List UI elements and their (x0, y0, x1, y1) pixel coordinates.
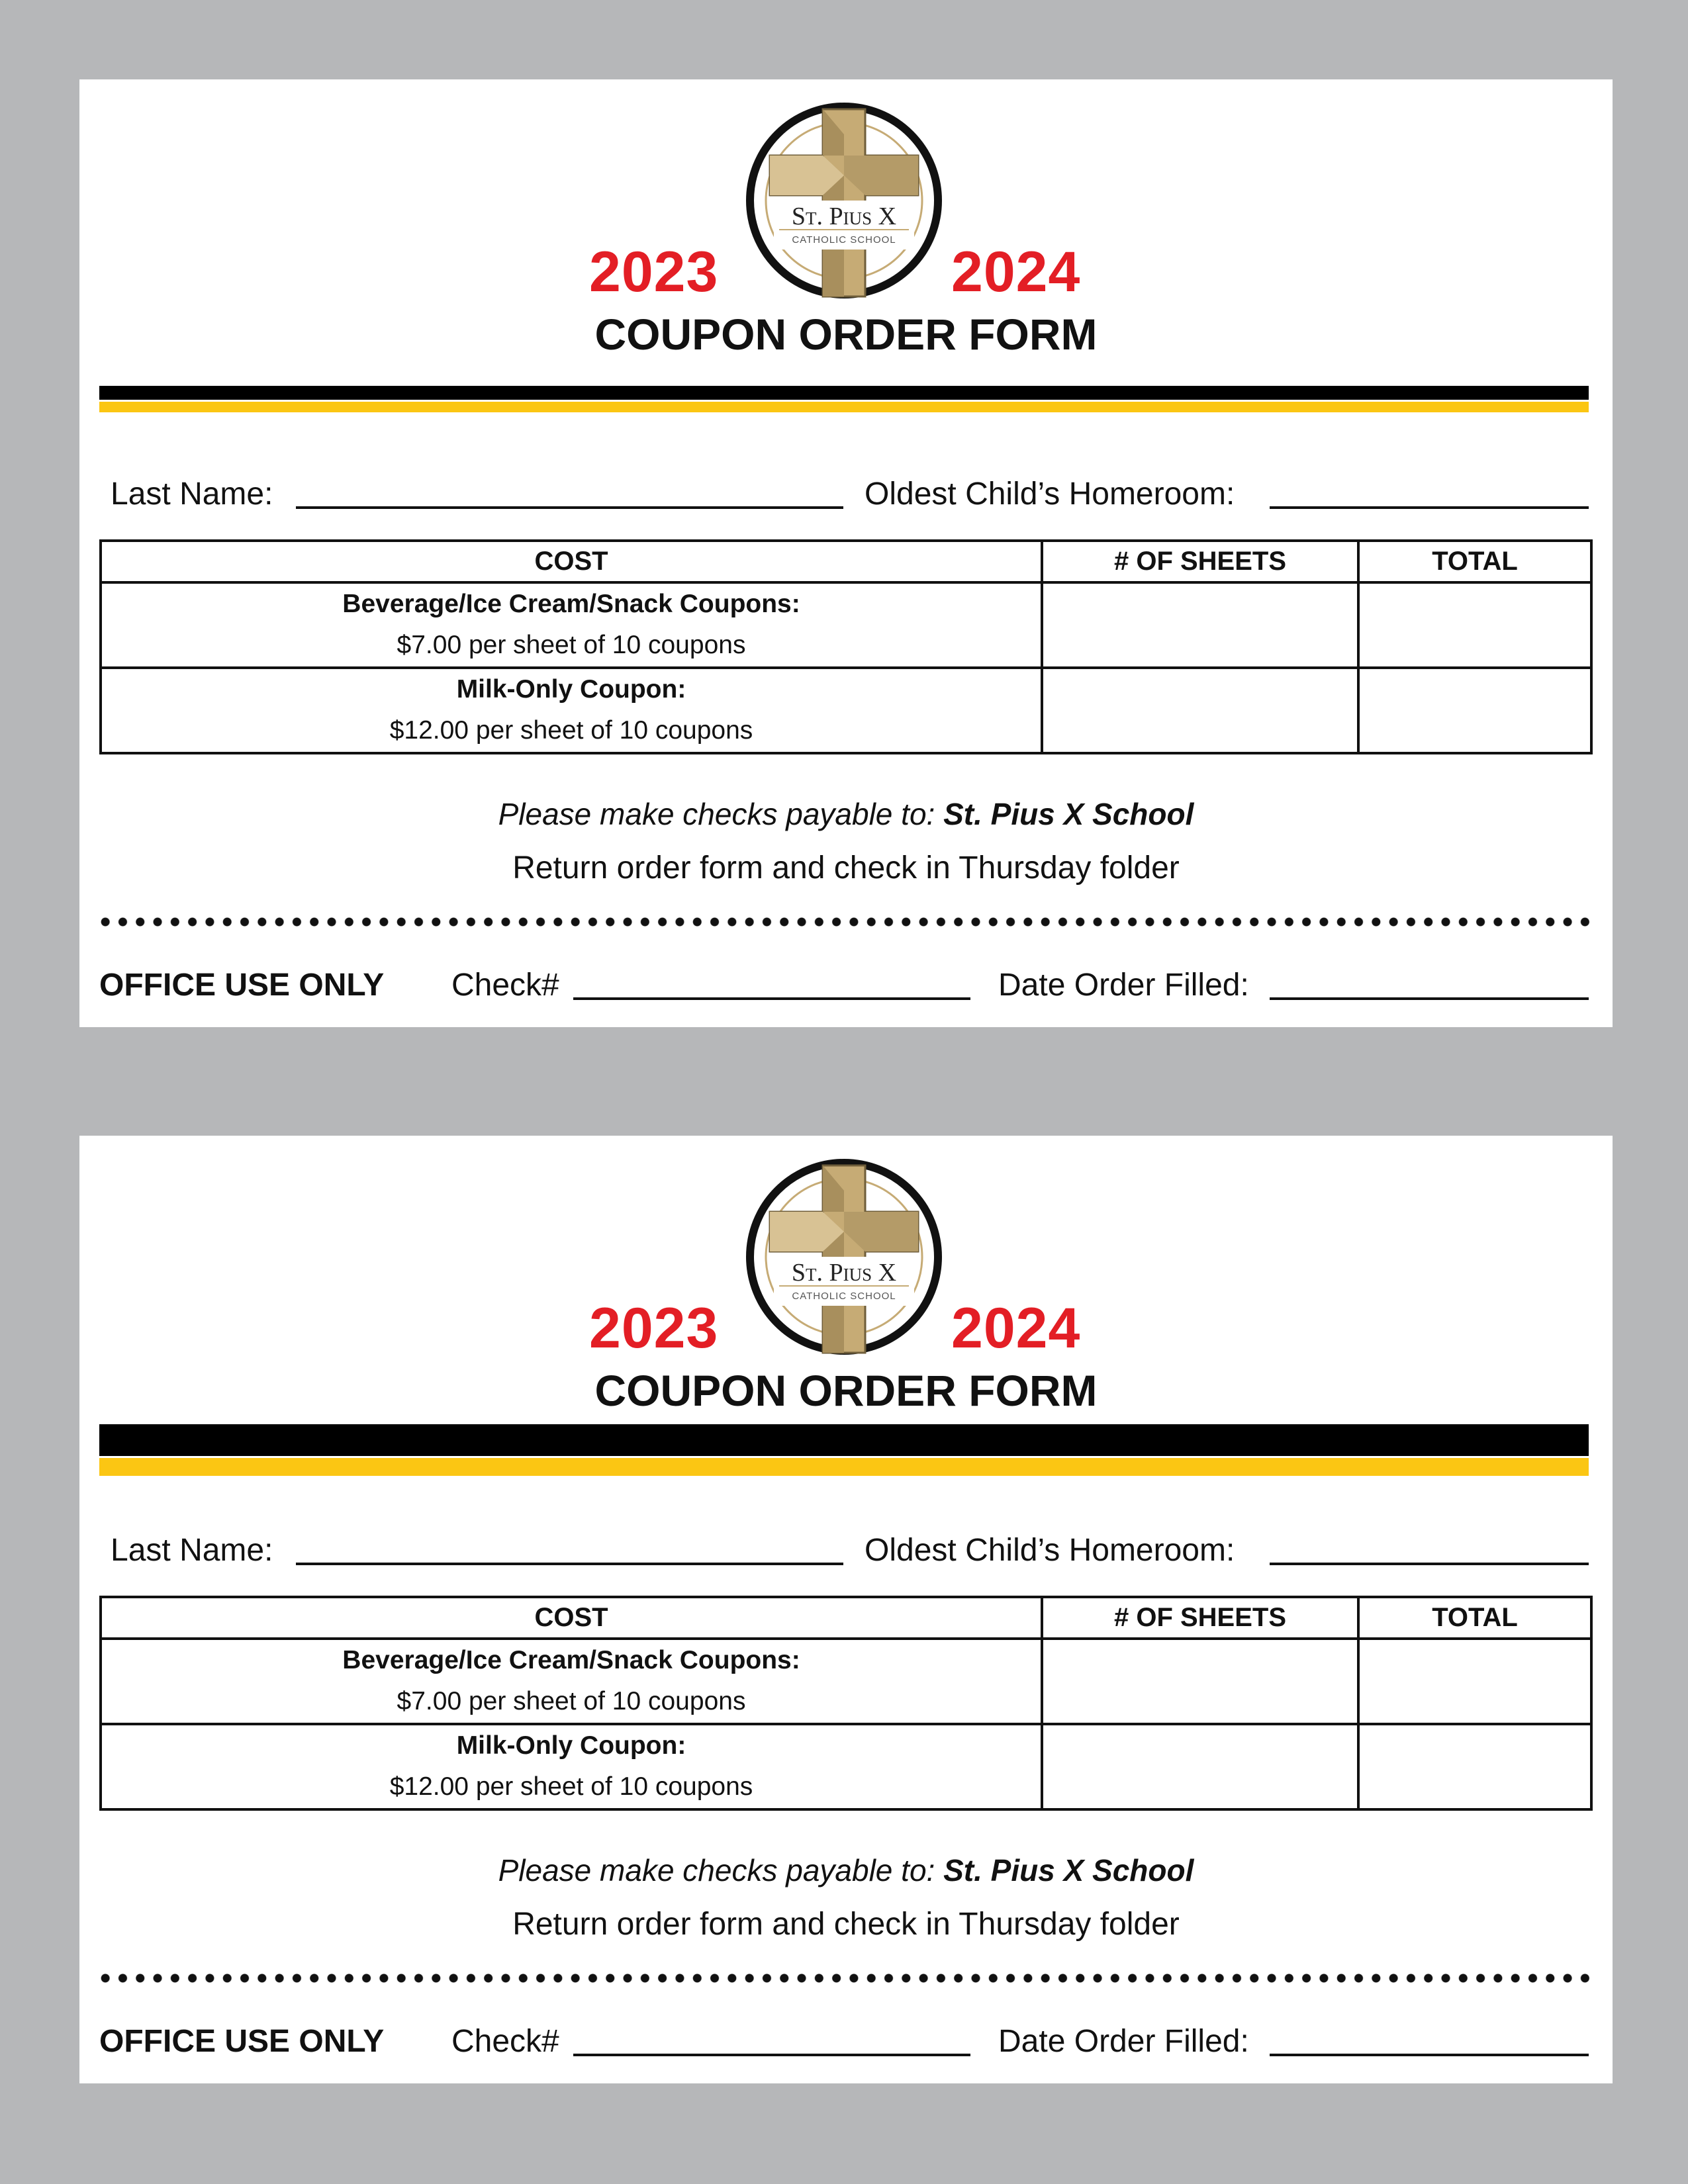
table-row (101, 1724, 1591, 1809)
order-form-1 (79, 79, 1613, 1027)
cost-cell (101, 1724, 1042, 1809)
logo-school-name: St. Pius X (791, 1259, 897, 1287)
item-price: $7.00 per sheet of 10 coupons (397, 1687, 746, 1716)
sheets-header: # OF SHEETS (1042, 541, 1358, 582)
item-name: Beverage/Ice Cream/Snack Coupons: (342, 589, 800, 618)
item-price: $12.00 per sheet of 10 coupons (389, 1772, 753, 1801)
date-filled-label: Date Order Filled: (998, 2024, 1249, 2059)
item-name: Beverage/Ice Cream/Snack Coupons: (342, 1645, 800, 1674)
return-note: Return order form and check in Thursday folder (512, 1907, 1180, 1942)
sheets-cell[interactable] (1042, 582, 1358, 668)
logo-subtitle: CATHOLIC SCHOOL (792, 234, 896, 246)
check-number-field[interactable] (573, 2054, 970, 2056)
cost-cell (101, 582, 1042, 668)
item-price: $12.00 per sheet of 10 coupons (389, 716, 753, 745)
divider-black-stripe (99, 1424, 1589, 1456)
logo-subtitle: CATHOLIC SCHOOL (792, 1291, 896, 1302)
office-use-label: OFFICE USE ONLY (99, 2024, 385, 2059)
date-filled-field[interactable] (1270, 2054, 1589, 2056)
cost-header: COST (101, 541, 1042, 582)
form-title: COUPON ORDER FORM (594, 1366, 1098, 1415)
table-row (101, 582, 1591, 668)
return-note: Return order form and check in Thursday folder (512, 850, 1180, 886)
office-use-label: OFFICE USE ONLY (99, 968, 385, 1003)
date-filled-field[interactable] (1270, 997, 1589, 1000)
payable-name: St. Pius X School (943, 797, 1194, 831)
total-cell[interactable] (1358, 1724, 1591, 1809)
check-label: Check# (451, 2024, 559, 2059)
total-cell[interactable] (1358, 668, 1591, 753)
homeroom-label: Oldest Child’s Homeroom: (865, 477, 1235, 512)
total-cell[interactable] (1358, 1639, 1591, 1724)
form-title: COUPON ORDER FORM (594, 310, 1098, 359)
dotted-divider (97, 1973, 1594, 1983)
payable-name: St. Pius X School (943, 1853, 1194, 1888)
year-end: 2024 (951, 1297, 1081, 1360)
payable-prefix: Please make checks payable to: (498, 797, 935, 831)
table-header-row (101, 1597, 1591, 1639)
payable-note (79, 1855, 1613, 1886)
homeroom-field[interactable] (1270, 506, 1589, 509)
cost-table (99, 539, 1593, 754)
logo-school-name: St. Pius X (791, 203, 897, 230)
cost-table (99, 1596, 1593, 1811)
dotted-divider (97, 917, 1594, 927)
total-header: TOTAL (1358, 541, 1591, 582)
school-logo (745, 101, 943, 300)
last-name-field[interactable] (296, 506, 843, 509)
item-name: Milk-Only Coupon: (456, 1731, 686, 1760)
total-header: TOTAL (1358, 1597, 1591, 1639)
year-start: 2023 (589, 1297, 719, 1360)
item-price: $7.00 per sheet of 10 coupons (397, 631, 746, 660)
homeroom-label: Oldest Child’s Homeroom: (865, 1533, 1235, 1568)
divider-yellow-stripe (99, 402, 1589, 412)
year-end: 2024 (951, 240, 1081, 304)
date-filled-label: Date Order Filled: (998, 968, 1249, 1003)
year-start: 2023 (589, 240, 719, 304)
divider-black-stripe (99, 386, 1589, 400)
last-name-field[interactable] (296, 1563, 843, 1565)
sheets-header: # OF SHEETS (1042, 1597, 1358, 1639)
payable-note (79, 799, 1613, 829)
payable-prefix: Please make checks payable to: (498, 1853, 935, 1888)
cost-cell (101, 668, 1042, 753)
cost-cell (101, 1639, 1042, 1724)
last-name-label: Last Name: (111, 477, 273, 512)
divider-yellow-stripe (99, 1458, 1589, 1476)
item-name: Milk-Only Coupon: (456, 674, 686, 704)
check-label: Check# (451, 968, 559, 1003)
sheets-cell[interactable] (1042, 1724, 1358, 1809)
table-row (101, 668, 1591, 753)
sheets-cell[interactable] (1042, 668, 1358, 753)
total-cell[interactable] (1358, 582, 1591, 668)
order-form-2 (79, 1136, 1613, 2083)
homeroom-field[interactable] (1270, 1563, 1589, 1565)
check-number-field[interactable] (573, 997, 970, 1000)
sheets-cell[interactable] (1042, 1639, 1358, 1724)
table-header-row (101, 541, 1591, 582)
last-name-label: Last Name: (111, 1533, 273, 1568)
cost-header: COST (101, 1597, 1042, 1639)
table-row (101, 1639, 1591, 1724)
school-logo (745, 1158, 943, 1356)
